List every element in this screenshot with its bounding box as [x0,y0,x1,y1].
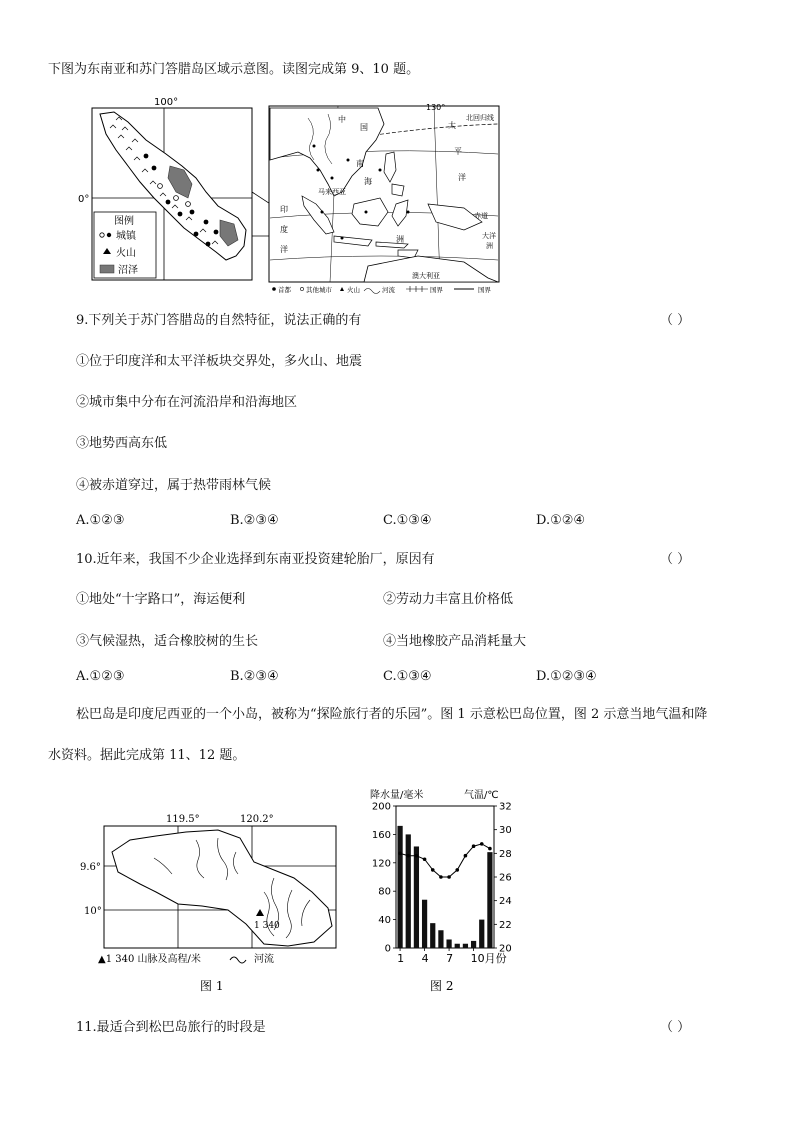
temperature-point-8 [455,868,459,872]
fig1-lat1: 9.6° [80,862,101,873]
precip-bar-5 [430,923,435,948]
map-a-legend-swamp: 沼泽 [118,265,138,276]
map-b-label-12: 大洋 [482,232,496,240]
map-b-lon-label: 130° [426,103,446,112]
climate-chart [360,786,528,998]
q10-answer-blank: （ ） [660,552,691,567]
q10-stem: 10.近年来，我国不少企业选择到东南亚投资建轮胎厂，原因有 [76,552,435,567]
precip-bar-7 [446,939,451,948]
temperature-point-6 [439,875,443,879]
precip-bar-12 [487,852,492,948]
map-a-lon-label: 100° [154,97,179,108]
q11-stem: 11.最适合到松巴岛旅行的时段是 [76,1020,266,1035]
y-right-tick-label: 22 [499,919,512,931]
y-right-tick-label: 32 [499,801,512,813]
river-legend-icon [230,957,246,963]
map-a-legend-volcano: 火山 [116,248,136,259]
temperature-point-4 [423,857,427,861]
map-b-label-7: 马来西亚 [318,188,346,196]
q9-item-2: ②城市集中分布在河流沿岸和沿海地区 [76,395,298,410]
map-b-label-5: 南 [356,159,364,168]
q9-item-1: ①位于印度洋和太平洋板块交界处，多火山、地震 [76,354,363,369]
fig2-ylabel-left: 降水量/毫米 [370,790,424,801]
fig1-lat2: 10° [84,906,102,917]
q9-stem: 9.下列关于苏门答腊岛的自然特征，说法正确的有 [76,313,362,328]
map-b-label-13: 洲 [486,242,493,250]
map-b-label-6: 海 [364,177,372,186]
intro-q9-10: 下图为东南亚和苏门答腊岛区域示意图。读图完成第 9、10 题。 [48,62,420,77]
x-tick-label: 4 [421,952,429,965]
map-b-label-9: 印 [280,205,288,214]
map-b-equator-label: 赤道 [474,212,488,220]
map-b-label-4: 洋 [458,173,466,182]
sumba-map [78,808,343,998]
fig1-legend-peak: ▲1 340 山脉及高程/米 [98,954,201,965]
map-b-label-10: 度 [280,225,288,234]
map-b-legend-1: 其他城市 [306,286,332,294]
q9-option-a[interactable]: A.①②③ [76,513,125,528]
y-left-tick-label: 200 [371,801,391,813]
precip-bar-4 [422,900,427,948]
fig2-ylabel-right: 气温/℃ [464,790,499,801]
y-left-tick-label: 80 [378,886,391,898]
sumatra-map [78,94,258,284]
q10-option-c[interactable]: C.①③④ [383,669,432,684]
map-b-label-3: 平 [454,147,462,156]
q9-option-c[interactable]: C.①③④ [383,513,432,528]
map-a-lat-label: 0° [78,194,90,205]
precip-bar-1 [397,826,402,948]
southeast-asia-map [268,100,502,296]
intro-q11-12-line1: 松巴岛是印度尼西亚的一个小岛，被称为“探险旅行者的乐园”。图 1 示意松巴岛位置，图 2 示意当地气温和降 [76,707,708,722]
precip-bar-11 [479,920,484,948]
map-b-legend-0: 首都 [278,286,291,294]
y-left-tick-label: 40 [378,915,391,927]
y-right-tick-label: 20 [499,943,512,955]
map-b-legend-3: 河流 [382,286,395,294]
map-a-legend-city: 城镇 [116,231,136,242]
map-b-legend-5: 国界 [478,286,491,294]
q9-item-3: ③地势西高东低 [76,436,168,451]
map-b-label-0: 中 [338,115,346,124]
fig2-caption: 图 2 [430,979,454,993]
q10-item-4: ④当地橡胶产品消耗量大 [383,634,527,649]
q11-answer-blank: （ ） [660,1020,691,1035]
map-b-label-11: 洋 [280,245,288,254]
fig1-legend-river: 河流 [254,954,274,965]
q10-option-a[interactable]: A.①②③ [76,669,125,684]
map-b-label-8: 洲 [396,235,404,244]
temperature-point-12 [488,847,492,851]
map-b-label-1: 国 [360,123,368,132]
precip-bar-8 [455,944,460,948]
y-left-tick-label: 0 [384,943,391,955]
y-right-tick-label: 30 [499,825,512,837]
q9-answer-blank: （ ） [660,313,691,328]
map-a-legend-title: 图例 [114,216,134,227]
temperature-point-5 [431,868,435,872]
y-left-tick-label: 120 [371,858,391,870]
temperature-line [400,844,490,877]
q9-option-b[interactable]: B.②③④ [230,513,279,528]
x-tick-label: 7 [446,952,454,965]
precip-bar-9 [463,944,468,948]
map-b-legend-2: 火山 [347,286,360,294]
fig1-lon1: 119.5° [166,814,200,825]
q10-item-1: ①地处“十字路口”，海运便利 [76,592,246,607]
precip-bar-6 [438,930,443,948]
q9-option-d[interactable]: D.①②④ [536,513,586,528]
intro-q11-12-line2: 水资料。据此完成第 11、12 题。 [48,748,246,763]
fig1-caption: 图 1 [200,979,224,993]
temperature-point-10 [472,844,476,848]
x-tick-label: 1 [397,952,405,965]
temperature-point-11 [480,842,484,846]
y-left-tick-label: 160 [371,829,391,841]
precip-bar-2 [406,834,411,948]
precip-bar-10 [471,941,476,948]
q9-item-4: ④被赤道穿过，属于热带雨林气候 [76,478,272,493]
temperature-point-3 [415,854,419,858]
x-tick-label: 10月份 [470,952,507,965]
map-b-legend-4: 国界 [430,286,443,294]
temperature-point-9 [464,854,468,858]
q10-option-b[interactable]: B.②③④ [230,669,279,684]
y-right-tick-label: 24 [499,896,512,908]
fig1-lon2: 120.2° [240,814,274,825]
y-right-tick-label: 26 [499,872,512,884]
q10-item-2: ②劳动力丰富且价格低 [383,592,514,607]
fig1-peak-label: 1 340 [254,921,280,931]
temperature-point-1 [398,852,402,856]
temperature-point-7 [447,875,451,879]
q10-option-d[interactable]: D.①②③④ [536,669,597,684]
y-right-tick-label: 28 [499,848,512,860]
map-b-label-2: 太 [448,121,456,130]
q10-item-3: ③气候湿热，适合橡胶树的生长 [76,634,259,649]
precip-bar-3 [414,846,419,948]
temperature-point-2 [406,854,410,858]
map-b-label-14: 澳大利亚 [412,272,440,280]
map-b-tropic-label: 北回归线 [466,114,494,122]
